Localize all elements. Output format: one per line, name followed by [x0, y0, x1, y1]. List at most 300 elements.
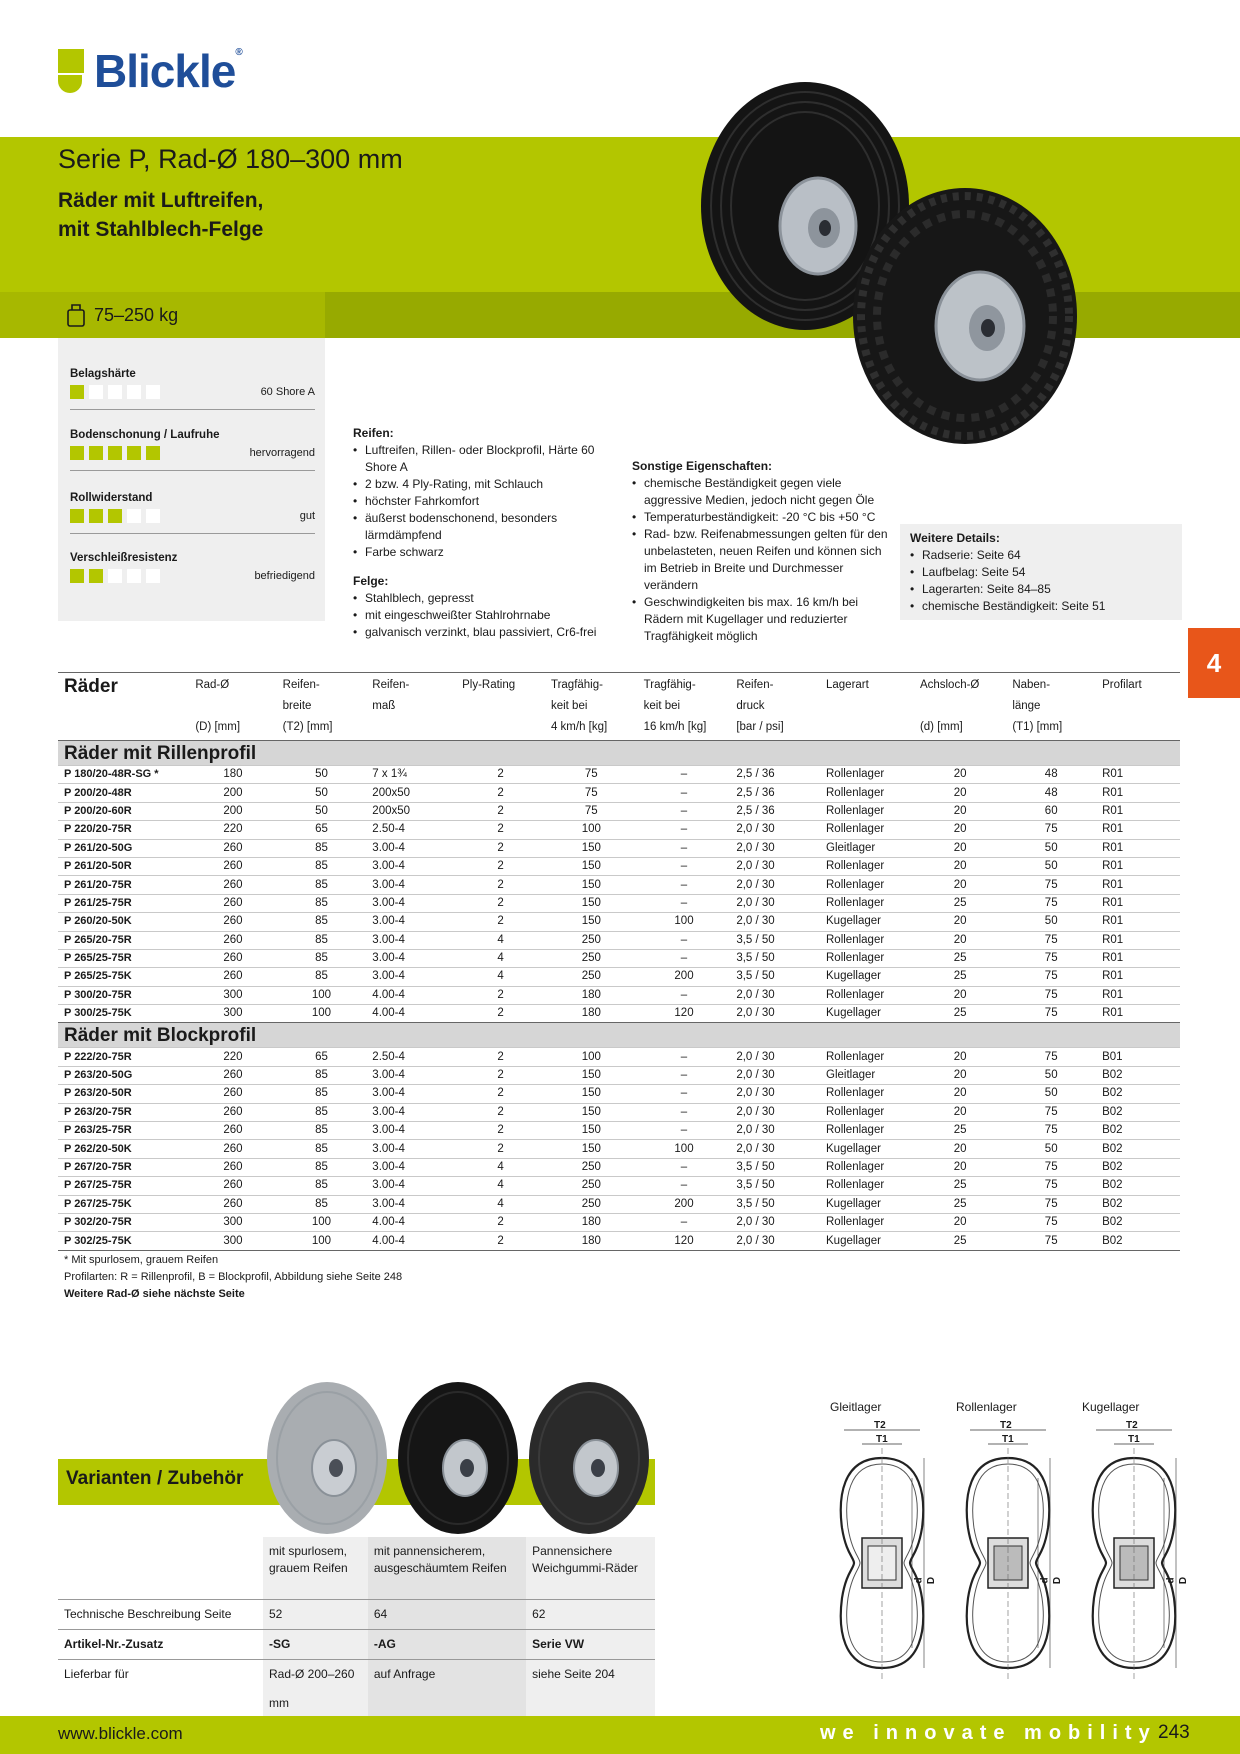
- rating-box: [146, 446, 160, 460]
- table-row[interactable]: [58, 1005, 1180, 1023]
- rating-box: [108, 385, 122, 399]
- table-cell: 7 x 1¾: [366, 766, 456, 784]
- table-cell: 3.00-4: [366, 1158, 456, 1176]
- property-wear-resistance: [70, 552, 315, 583]
- weight-icon: [66, 302, 86, 328]
- table-cell: 25: [914, 894, 1006, 912]
- table-cell: R01: [1096, 894, 1180, 912]
- variants-row-label: Lieferbar für: [58, 1660, 263, 1719]
- rating-box: [127, 446, 141, 460]
- table-cell: –: [638, 766, 731, 784]
- note-sg: * Mit spurlosem, grauem Reifen: [64, 1254, 219, 1266]
- table-cell: 3,5 / 50: [730, 968, 820, 986]
- rating-box: [89, 385, 103, 399]
- table-cell: 75: [1006, 968, 1096, 986]
- table-cell: R01: [1096, 931, 1180, 949]
- table-row[interactable]: [58, 894, 1180, 912]
- table-cell: 85: [277, 1195, 367, 1213]
- table-cell: 3.00-4: [366, 839, 456, 857]
- article-number: P 300/20-75R: [58, 986, 189, 1004]
- column-header: Profilart: [1102, 679, 1142, 691]
- table-cell: 85: [277, 876, 367, 894]
- list-item: • Lagerarten: Seite 84–85: [910, 581, 1172, 598]
- table-cell: 2,0 / 30: [730, 857, 820, 875]
- article-number: P 267/20-75R: [58, 1158, 189, 1176]
- load-range: [66, 302, 178, 328]
- table-cell: Rollenlager: [820, 766, 914, 784]
- article-number: P 263/25-75R: [58, 1122, 189, 1140]
- table-cell: Rollenlager: [820, 784, 914, 802]
- table-cell: 250: [545, 931, 638, 949]
- table-cell: 220: [189, 821, 276, 839]
- table-row[interactable]: [58, 1232, 1180, 1250]
- table-cell: 4.00-4: [366, 1005, 456, 1023]
- table-cell: 150: [545, 876, 638, 894]
- table-cell: 2: [456, 1005, 545, 1023]
- table-cell: 4.00-4: [366, 986, 456, 1004]
- table-cell: 20: [914, 857, 1006, 875]
- table-cell: 2,0 / 30: [730, 1140, 820, 1158]
- wheel-product-image: [700, 78, 1160, 448]
- table-cell: R01: [1096, 802, 1180, 820]
- article-number: P 265/20-75R: [58, 931, 189, 949]
- table-cell: 2: [456, 821, 545, 839]
- table-row[interactable]: [58, 784, 1180, 802]
- dimension-d: d: [1165, 1577, 1177, 1584]
- rating-box: [108, 446, 122, 460]
- table-cell: 250: [545, 1195, 638, 1213]
- variants-title: Varianten / Zubehör: [66, 1468, 244, 1489]
- rim-heading: Felge:: [353, 574, 389, 588]
- table-row[interactable]: [58, 1103, 1180, 1121]
- table-cell: 85: [277, 913, 367, 931]
- bearing-label: Rollenlager: [956, 1400, 1017, 1414]
- table-row[interactable]: [58, 968, 1180, 986]
- table-cell: 3.00-4: [366, 949, 456, 967]
- rating-boxes: [70, 446, 160, 460]
- table-cell: –: [638, 894, 731, 912]
- table-cell: B01: [1096, 1048, 1180, 1066]
- table-cell: 75: [1006, 876, 1096, 894]
- table-row[interactable]: [58, 986, 1180, 1004]
- list-item: • Geschwindigkeiten bis max. 16 km/h bei Rädern mit Kugellager und reduzierter Tragfähigkeit möglich: [632, 594, 894, 645]
- table-cell: 2: [456, 876, 545, 894]
- table-cell: 2: [456, 986, 545, 1004]
- variants-cell: siehe Seite 204: [526, 1660, 655, 1719]
- dimension-D: D: [1052, 1576, 1064, 1585]
- table-cell: 3.00-4: [366, 968, 456, 986]
- table-row[interactable]: [58, 1140, 1180, 1158]
- table-cell: Kugellager: [820, 1140, 914, 1158]
- rating-box: [108, 509, 122, 523]
- table-cell: 250: [545, 968, 638, 986]
- table-cell: 100: [277, 1232, 367, 1250]
- table-cell: 150: [545, 1122, 638, 1140]
- rating-box: [70, 569, 84, 583]
- article-number: P 265/25-75K: [58, 968, 189, 986]
- table-cell: 4: [456, 1158, 545, 1176]
- table-cell: 48: [1006, 766, 1096, 784]
- table-row[interactable]: [58, 1048, 1180, 1066]
- table-row[interactable]: [58, 1085, 1180, 1103]
- dimension-t2: T2: [1000, 1420, 1012, 1431]
- section-title: Räder mit Blockprofil: [58, 1023, 1180, 1048]
- table-cell: 50: [1006, 857, 1096, 875]
- table-cell: Rollenlager: [820, 1177, 914, 1195]
- table-cell: 4: [456, 949, 545, 967]
- table-cell: 3.00-4: [366, 1140, 456, 1158]
- table-cell: 220: [189, 1048, 276, 1066]
- table-cell: 65: [277, 821, 367, 839]
- table-cell: 2,0 / 30: [730, 1005, 820, 1023]
- table-cell: 2: [456, 1232, 545, 1250]
- table-row[interactable]: [58, 1195, 1180, 1213]
- table-cell: 150: [545, 1140, 638, 1158]
- table-cell: 75: [1006, 1005, 1096, 1023]
- table-row[interactable]: [58, 1213, 1180, 1231]
- table-cell: 2: [456, 913, 545, 931]
- table-cell: B02: [1096, 1085, 1180, 1103]
- dimension-t2: T2: [1126, 1420, 1138, 1431]
- property-value: gut: [299, 510, 315, 522]
- table-row[interactable]: [58, 839, 1180, 857]
- section-title: Räder mit Rillenprofil: [58, 741, 1180, 766]
- variants-cell: -AG: [368, 1630, 526, 1660]
- table-cell: 50: [277, 784, 367, 802]
- table-cell: 4: [456, 931, 545, 949]
- list-item: • chemische Beständigkeit gegen viele aggressive Medien, jedoch nicht gegen Öle: [632, 475, 894, 509]
- variants-body: [58, 1537, 655, 1719]
- property-value: 60 Shore A: [260, 386, 315, 398]
- table-cell: 3.00-4: [366, 894, 456, 912]
- rating-box: [146, 385, 160, 399]
- table-cell: 260: [189, 876, 276, 894]
- property-value: befriedigend: [254, 570, 315, 582]
- rating-box: [146, 569, 160, 583]
- table-cell: 3.00-4: [366, 1195, 456, 1213]
- rating-box: [70, 446, 84, 460]
- column-header: Reifen- druck [bar / psi]: [736, 679, 784, 733]
- table-cell: 150: [545, 1066, 638, 1084]
- table-cell: 85: [277, 1177, 367, 1195]
- table-row[interactable]: [58, 876, 1180, 894]
- table-row[interactable]: [58, 1177, 1180, 1195]
- variants-row: [58, 1630, 655, 1660]
- table-cell: 260: [189, 1158, 276, 1176]
- table-cell: 100: [638, 913, 731, 931]
- table-cell: R01: [1096, 839, 1180, 857]
- table-cell: 2,0 / 30: [730, 913, 820, 931]
- table-cell: 2,0 / 30: [730, 839, 820, 857]
- table-cell: 3.00-4: [366, 1122, 456, 1140]
- table-cell: 100: [277, 986, 367, 1004]
- table-cell: 4.00-4: [366, 1213, 456, 1231]
- property-floor-protection: [70, 429, 315, 471]
- table-cell: R01: [1096, 857, 1180, 875]
- table-cell: 2: [456, 1140, 545, 1158]
- bearing-cross-section-drawing: [1084, 1418, 1184, 1703]
- table-cell: 2: [456, 857, 545, 875]
- table-title: Räder: [64, 676, 118, 697]
- column-header: Rad-Ø (D) [mm]: [195, 679, 241, 733]
- table-cell: 2,5 / 36: [730, 784, 820, 802]
- table-cell: 180: [545, 1005, 638, 1023]
- variants-row-label: Artikel-Nr.-Zusatz: [58, 1630, 263, 1660]
- table-cell: 50: [1006, 839, 1096, 857]
- chapter-tab[interactable]: 4: [1188, 628, 1240, 698]
- table-cell: –: [638, 1085, 731, 1103]
- table-cell: 150: [545, 857, 638, 875]
- table-cell: 2: [456, 1103, 545, 1121]
- table-cell: Rollenlager: [820, 1085, 914, 1103]
- table-cell: 260: [189, 931, 276, 949]
- list-item: • Stahlblech, gepresst: [353, 590, 623, 607]
- variant-description: mit pannensicherem, ausgeschäumtem Reifen: [368, 1537, 526, 1600]
- article-number: P 220/20-75R: [58, 821, 189, 839]
- table-cell: 20: [914, 931, 1006, 949]
- table-cell: 3.00-4: [366, 931, 456, 949]
- table-cell: 4: [456, 968, 545, 986]
- table-cell: 300: [189, 1232, 276, 1250]
- table-row[interactable]: [58, 931, 1180, 949]
- bearing-label: Gleitlager: [830, 1400, 882, 1414]
- table-cell: 2.50-4: [366, 821, 456, 839]
- rating-box: [127, 509, 141, 523]
- table-cell: B02: [1096, 1232, 1180, 1250]
- list-item: • Luftreifen, Rillen- oder Blockprofil, Härte 60 Shore A: [353, 442, 623, 476]
- table-row[interactable]: [58, 1066, 1180, 1084]
- table-cell: 75: [1006, 1195, 1096, 1213]
- table-cell: B02: [1096, 1066, 1180, 1084]
- list-item: • Temperaturbeständigkeit: -20 °C bis +50 °C: [632, 509, 894, 526]
- rating-box: [108, 569, 122, 583]
- variant-description: mit spurlosem, grauem Reifen: [263, 1537, 368, 1600]
- table-cell: R01: [1096, 1005, 1180, 1023]
- table-cell: 180: [545, 986, 638, 1004]
- table-cell: 25: [914, 1177, 1006, 1195]
- table-cell: 85: [277, 931, 367, 949]
- table-cell: –: [638, 1122, 731, 1140]
- table-cell: 85: [277, 1085, 367, 1103]
- table-cell: 75: [1006, 1213, 1096, 1231]
- table-cell: 50: [277, 802, 367, 820]
- table-cell: 200: [638, 1195, 731, 1213]
- table-cell: 50: [277, 766, 367, 784]
- table-cell: –: [638, 1103, 731, 1121]
- table-cell: R01: [1096, 913, 1180, 931]
- table-cell: 150: [545, 1103, 638, 1121]
- table-cell: 20: [914, 821, 1006, 839]
- table-header-row: [58, 673, 1180, 741]
- table-cell: 75: [1006, 1103, 1096, 1121]
- table-cell: 50: [1006, 1140, 1096, 1158]
- note-profiles: Profilarten: R = Rillenprofil, B = Blockprofil, Abbildung siehe Seite 248: [64, 1271, 403, 1283]
- property-label: Belagshärte: [70, 368, 136, 380]
- table-cell: 250: [545, 949, 638, 967]
- table-row[interactable]: [58, 766, 1180, 784]
- table-cell: 20: [914, 913, 1006, 931]
- table-cell: 25: [914, 1122, 1006, 1140]
- table-cell: 2,0 / 30: [730, 1232, 820, 1250]
- table-cell: 200: [189, 784, 276, 802]
- article-number: P 267/25-75K: [58, 1195, 189, 1213]
- table-cell: 75: [1006, 1158, 1096, 1176]
- table-cell: 260: [189, 839, 276, 857]
- article-number: P 267/25-75R: [58, 1177, 189, 1195]
- variants-table: [58, 1537, 655, 1719]
- table-cell: 20: [914, 839, 1006, 857]
- table-cell: Kugellager: [820, 1232, 914, 1250]
- properties-panel: [58, 338, 325, 621]
- table-cell: 50: [1006, 1085, 1096, 1103]
- rating-box: [89, 509, 103, 523]
- rating-box: [70, 509, 84, 523]
- table-row[interactable]: [58, 913, 1180, 931]
- table-cell: –: [638, 876, 731, 894]
- table-cell: 85: [277, 894, 367, 912]
- table-cell: 85: [277, 839, 367, 857]
- list-item: • Radserie: Seite 64: [910, 547, 1172, 564]
- column-header: Lagerart: [826, 679, 869, 691]
- table-cell: 85: [277, 949, 367, 967]
- table-cell: B02: [1096, 1122, 1180, 1140]
- table-cell: 3.00-4: [366, 1177, 456, 1195]
- article-number: P 265/25-75R: [58, 949, 189, 967]
- table-cell: 2,0 / 30: [730, 1085, 820, 1103]
- table-cell: 4: [456, 1195, 545, 1213]
- rating-box: [89, 446, 103, 460]
- table-cell: 260: [189, 857, 276, 875]
- list-item: • Laufbelag: Seite 54: [910, 564, 1172, 581]
- dimension-t1: T1: [1002, 1434, 1014, 1445]
- property-label: Verschleißresistenz: [70, 552, 178, 564]
- table-row[interactable]: [58, 802, 1180, 820]
- table-cell: Kugellager: [820, 913, 914, 931]
- column-header: Naben- länge (T1) [mm]: [1012, 679, 1063, 733]
- table-cell: 260: [189, 1195, 276, 1213]
- table-cell: Kugellager: [820, 968, 914, 986]
- variants-cell: -SG: [263, 1630, 368, 1660]
- property-label: Rollwiderstand: [70, 492, 153, 504]
- table-cell: –: [638, 1048, 731, 1066]
- table-cell: 200: [189, 802, 276, 820]
- list-item: • Farbe schwarz: [353, 544, 623, 561]
- table-cell: R01: [1096, 766, 1180, 784]
- table-cell: Rollenlager: [820, 894, 914, 912]
- variants-cell: 64: [368, 1600, 526, 1630]
- table-cell: 2,0 / 30: [730, 821, 820, 839]
- rating-boxes: [70, 385, 160, 399]
- section-row: [58, 741, 1180, 766]
- other-list: [632, 475, 894, 645]
- table-cell: 3.00-4: [366, 1103, 456, 1121]
- list-item: • höchster Fahrkomfort: [353, 493, 623, 510]
- details-list: [910, 547, 1172, 615]
- table-cell: 260: [189, 949, 276, 967]
- table-row[interactable]: [58, 821, 1180, 839]
- table-cell: –: [638, 1177, 731, 1195]
- table-cell: 150: [545, 894, 638, 912]
- other-heading: Sonstige Eigenschaften:: [632, 459, 773, 473]
- table-cell: 180: [189, 766, 276, 784]
- table-cell: 3.00-4: [366, 1085, 456, 1103]
- table-cell: 2,5 / 36: [730, 802, 820, 820]
- table-cell: Gleitlager: [820, 839, 914, 857]
- table-cell: 20: [914, 766, 1006, 784]
- column-header: Tragfähig- keit bei 4 km/h [kg]: [550, 679, 608, 733]
- table-cell: 150: [545, 839, 638, 857]
- table-cell: 120: [638, 1005, 731, 1023]
- table-cell: 260: [189, 968, 276, 986]
- table-cell: R01: [1096, 986, 1180, 1004]
- table-cell: –: [638, 802, 731, 820]
- article-number: P 300/25-75K: [58, 1005, 189, 1023]
- table-cell: 75: [545, 802, 638, 820]
- brand-reg: ®: [235, 47, 242, 58]
- table-cell: 300: [189, 986, 276, 1004]
- variant-wheel-images: [262, 1380, 655, 1536]
- table-row[interactable]: [58, 1122, 1180, 1140]
- property-label: Bodenschonung / Laufruhe: [70, 429, 220, 441]
- dimension-d: d: [913, 1577, 925, 1584]
- table-cell: 25: [914, 1232, 1006, 1250]
- table-cell: B02: [1096, 1213, 1180, 1231]
- table-cell: 150: [545, 1085, 638, 1103]
- table-cell: Rollenlager: [820, 986, 914, 1004]
- footer-slogan: we innovate mobility: [820, 1722, 1157, 1744]
- logo-mark-icon: [58, 49, 84, 93]
- table-cell: 20: [914, 784, 1006, 802]
- table-row[interactable]: [58, 857, 1180, 875]
- table-cell: –: [638, 1066, 731, 1084]
- other-properties: [632, 458, 894, 645]
- table-row[interactable]: [58, 949, 1180, 967]
- table-cell: 120: [638, 1232, 731, 1250]
- table-cell: 75: [1006, 1048, 1096, 1066]
- table-cell: Rollenlager: [820, 821, 914, 839]
- table-cell: 20: [914, 876, 1006, 894]
- table-cell: 3.00-4: [366, 857, 456, 875]
- table-cell: R01: [1096, 949, 1180, 967]
- table-cell: 3.00-4: [366, 1066, 456, 1084]
- table-cell: R01: [1096, 821, 1180, 839]
- article-number: P 261/25-75R: [58, 894, 189, 912]
- variants-cell: Rad-Ø 200–260 mm: [263, 1660, 368, 1719]
- note-more: Weitere Rad-Ø siehe nächste Seite: [64, 1288, 245, 1300]
- tire-description: [353, 425, 623, 641]
- wheel-table: [58, 672, 1180, 1251]
- table-cell: 3,5 / 50: [730, 949, 820, 967]
- series-title: Serie P, Rad-Ø 180–300 mm: [58, 144, 403, 174]
- property-hardness: [70, 368, 315, 410]
- table-cell: 260: [189, 1103, 276, 1121]
- table-cell: 75: [1006, 986, 1096, 1004]
- table-cell: 75: [545, 784, 638, 802]
- article-number: P 262/20-50K: [58, 1140, 189, 1158]
- list-item: • mit eingeschweißter Stahlrohrnabe: [353, 607, 623, 624]
- further-details: [900, 524, 1182, 620]
- table-cell: 100: [277, 1213, 367, 1231]
- table-cell: 20: [914, 1140, 1006, 1158]
- dimension-D: D: [1178, 1576, 1190, 1585]
- table-cell: B02: [1096, 1177, 1180, 1195]
- tire-heading: Reifen:: [353, 426, 394, 440]
- footer-url[interactable]: www.blickle.com: [58, 1724, 183, 1743]
- table-row[interactable]: [58, 1158, 1180, 1176]
- table-cell: Gleitlager: [820, 1066, 914, 1084]
- table-cell: 180: [545, 1232, 638, 1250]
- table-cell: 85: [277, 968, 367, 986]
